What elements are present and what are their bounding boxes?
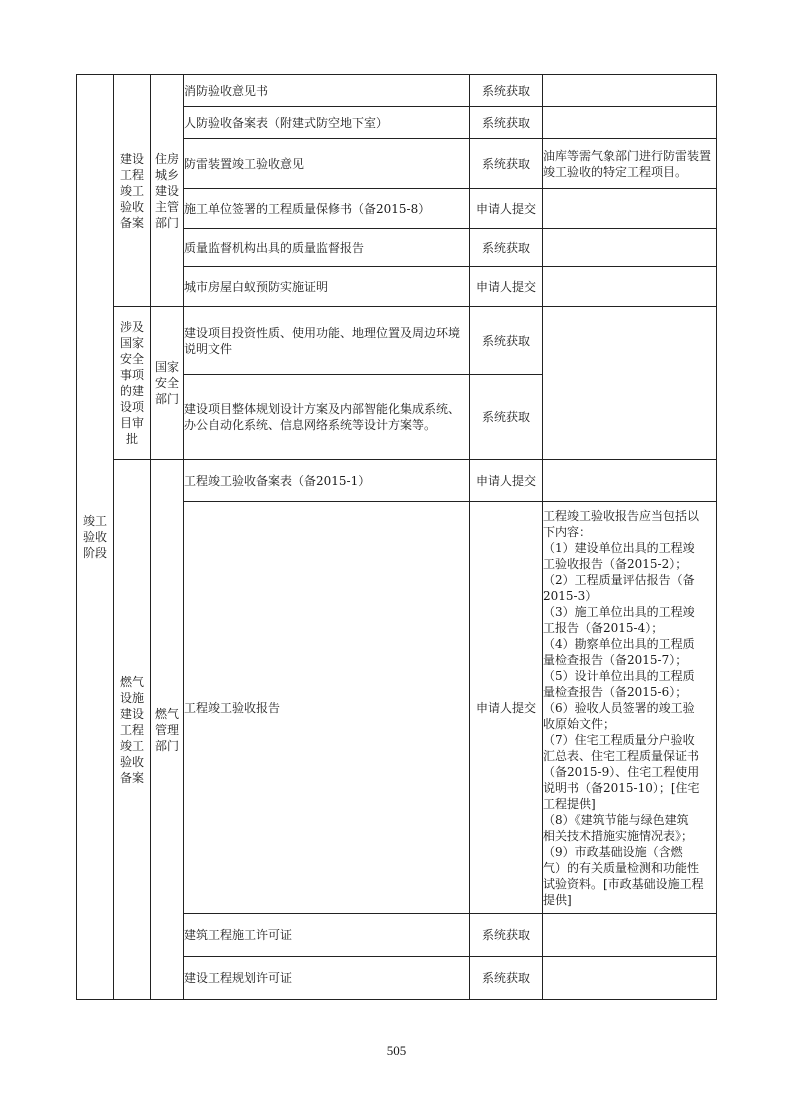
note-line: 工程竣工验收报告应当包括以 xyxy=(543,508,700,523)
note-line: （9）市政基础设施（含燃 xyxy=(543,844,683,859)
note-cell xyxy=(543,75,717,107)
note-line: （4）勘察单位出具的工程质 xyxy=(543,636,695,651)
source-cell: 申请人提交 xyxy=(470,267,543,307)
note-line: 说明书（备2015-10）；[住宅 xyxy=(543,780,700,795)
note-cell xyxy=(543,914,717,957)
source-cell: 系统获取 xyxy=(470,914,543,957)
note-line: 试验资料。[市政基础设施工程 xyxy=(543,876,704,891)
note-line: （7）住宅工程质量分户验收 xyxy=(543,732,695,747)
dept-cell-gas: 燃气 管理 部门 xyxy=(151,460,184,1000)
note-cell xyxy=(543,957,717,1000)
item-cell-completion-filing: 建设 工程 竣工 验收 备案 xyxy=(114,75,151,307)
note-line: （2）工程质量评估报告（备 xyxy=(543,572,695,587)
note-line: 量检查报告（备2015-6）； xyxy=(543,684,688,699)
table-row xyxy=(77,307,717,375)
note-line: 相关技术措施实施情况表》； xyxy=(543,828,694,843)
note-line: （6）验收人员签署的竣工验 xyxy=(543,700,695,715)
note-cell xyxy=(543,189,717,229)
material-cell: 建设项目投资性质、使用功能、地理位置及周边环境说明文件 xyxy=(184,307,470,375)
material-cell: 城市房屋白蚁预防实施证明 xyxy=(184,267,470,307)
note-line: （1）建设单位出具的工程竣 xyxy=(543,540,695,555)
source-cell: 系统获取 xyxy=(470,375,543,460)
note-cell xyxy=(543,460,717,502)
note-line: 工验收报告（备2015-2）； xyxy=(543,556,688,571)
material-cell: 工程竣工验收备案表（备2015-1） xyxy=(184,460,470,502)
note-line: （5）设计单位出具的工程质 xyxy=(543,668,695,683)
material-cell: 防雷装置竣工验收意见 xyxy=(184,139,470,189)
material-cell: 质量监督机构出具的质量监督报告 xyxy=(184,229,470,267)
material-cell: 建设项目整体规划设计方案及内部智能化集成系统、办公自动化系统、信息网络系统等设计方案等。 xyxy=(184,375,470,460)
source-cell: 申请人提交 xyxy=(470,502,543,914)
note-line: 汇总表、住宅工程质量保证书 xyxy=(543,748,700,763)
material-cell: 人防验收备案表（附建式防空地下室） xyxy=(184,107,470,139)
report-note-cell xyxy=(543,502,717,914)
material-cell: 消防验收意见书 xyxy=(184,75,470,107)
note-line: （备2015-9）、住宅工程使用 xyxy=(543,764,700,779)
note-cell xyxy=(543,107,717,139)
note-line: 量检查报告（备2015-7）； xyxy=(543,652,688,667)
material-cell: 施工单位签署的工程质量保修书（备2015-8） xyxy=(184,189,470,229)
note-line: 提供] xyxy=(543,892,572,907)
source-cell: 申请人提交 xyxy=(470,460,543,502)
material-cell: 工程竣工验收报告 xyxy=(184,502,470,914)
item-cell-national-security: 涉及 国家 安全 事项 的建 设项 目审 批 xyxy=(114,307,151,460)
note-cell xyxy=(543,267,717,307)
note-line: （8）《建筑节能与绿色建筑 xyxy=(543,812,689,827)
source-cell: 系统获取 xyxy=(470,307,543,375)
material-cell: 建设工程规划许可证 xyxy=(184,957,470,1000)
page-number: 505 xyxy=(386,1043,407,1058)
dept-cell-security: 国家 安全 部门 xyxy=(151,307,184,460)
note-cell: 油库等需气象部门进行防雷装置竣工验收的特定工程项目。 xyxy=(543,139,717,189)
source-cell: 系统获取 xyxy=(470,229,543,267)
source-cell: 系统获取 xyxy=(470,957,543,1000)
note-line: （3）施工单位出具的工程竣 xyxy=(543,604,695,619)
note-line: 收原始文件； xyxy=(543,716,616,731)
source-cell: 系统获取 xyxy=(470,107,543,139)
note-line: 工程提供] xyxy=(543,796,596,811)
note-line: 工报告（备2015-4）； xyxy=(543,620,664,635)
requirements-table xyxy=(76,74,717,1000)
source-cell: 系统获取 xyxy=(470,75,543,107)
dept-cell-housing: 住房 城乡 建设 主管 部门 xyxy=(151,75,184,307)
note-cell xyxy=(543,229,717,267)
note-line: 气）的有关质量检测和功能性 xyxy=(543,860,700,875)
table-row xyxy=(77,75,717,107)
source-cell: 系统获取 xyxy=(470,139,543,189)
source-cell: 申请人提交 xyxy=(470,189,543,229)
stage-cell: 竣工 验收 阶段 xyxy=(77,75,114,1000)
note-line: 下内容： xyxy=(543,524,592,539)
note-cell xyxy=(543,307,717,460)
material-cell: 建筑工程施工许可证 xyxy=(184,914,470,957)
item-cell-gas-filing: 燃气 设施 建设 工程 竣工 验收 备案 xyxy=(114,460,151,1000)
note-line: 2015-3） xyxy=(543,588,598,603)
table-row xyxy=(77,460,717,502)
